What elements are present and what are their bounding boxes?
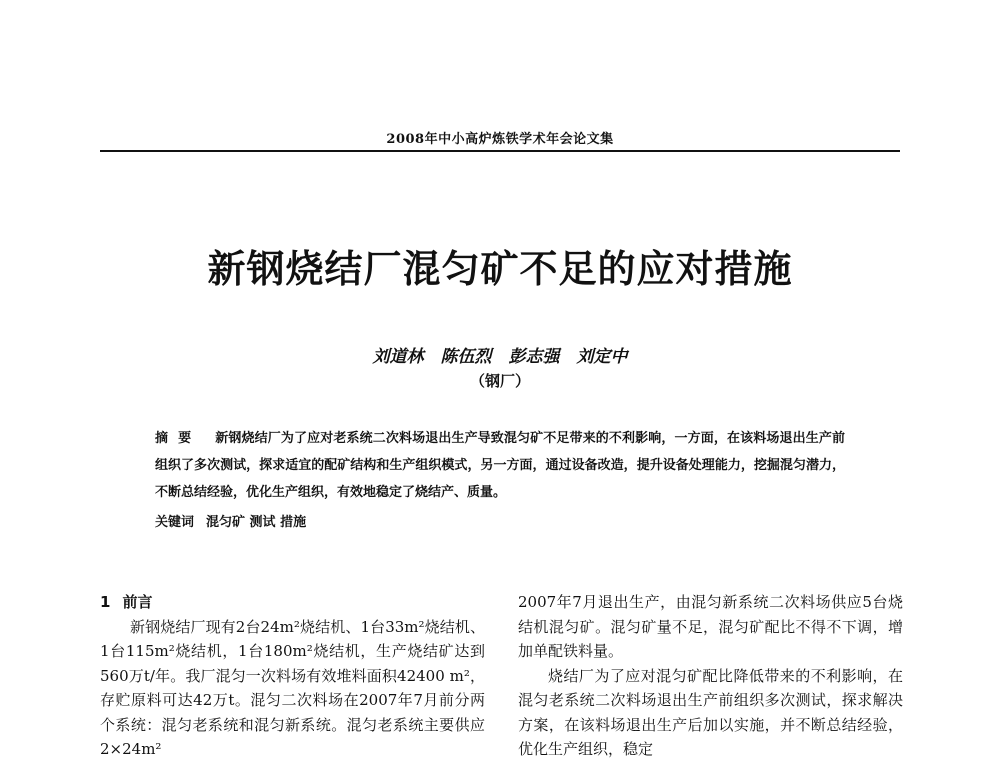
keywords-text: 混匀矿 测试 措施 (206, 515, 307, 530)
section-number: 1 (100, 593, 111, 611)
section-heading (100, 590, 485, 615)
abstract-text: 新钢烧结厂为了应对老系统二次料场退出生产导致混匀矿不足带来的不利影响，一方面，在该料场退出生产前组织了多次测试，探求适宜的配矿结构和生产组织模式，另一方面，通过设备改造，提升设备处理能力，挖掘混匀潜力，不断总结经验，优化生产组织，有效地稳定了烧结产、质量。 (155, 431, 845, 500)
section-title: 前言 (122, 593, 153, 611)
keywords (155, 509, 845, 536)
abstract-label: 摘要 (155, 431, 202, 446)
author-list: 刘道林 陈伍烈 彭志强 刘定中 (372, 347, 628, 367)
body-paragraph: 烧结厂为了应对混匀矿配比降低带来的不利影响，在混匀老系统二次料场退出生产前组织多次测试，探求解决方案，在该料场退出生产后加以实施，并不断总结经验，优化生产组织，稳定 (518, 666, 903, 758)
body-paragraph: 新钢烧结厂现有2台24m²烧结机、1台33m²烧结机、1台115m²烧结机，1台180m²烧结机，生产烧结矿达到560万t/年。我厂混匀一次料场有效堆料面积42400 m²，存贮原料可达42万t。混匀二次料场在2007年7月前分两个系统：混匀老系统和混匀新系统。混匀老系统主要供应2×24m² (100, 617, 485, 758)
abstract (155, 425, 845, 506)
article-title: 新钢烧结厂混匀矿不足的应对措施 (207, 246, 793, 291)
keywords-label: 关键词 (155, 515, 195, 530)
body-paragraph: 2007年7月退出生产，由混匀新系统二次料场供应5台烧结机混匀矿。混匀矿量不足，混匀矿配比不得不下调，增加单配铁料量。 (518, 593, 903, 660)
header-rule (100, 150, 900, 152)
right-column (518, 590, 903, 762)
running-header: 2008年中小高炉炼铁学术年会论文集 (386, 132, 614, 147)
affiliation: （钢厂） (469, 372, 530, 390)
left-column (100, 590, 485, 762)
